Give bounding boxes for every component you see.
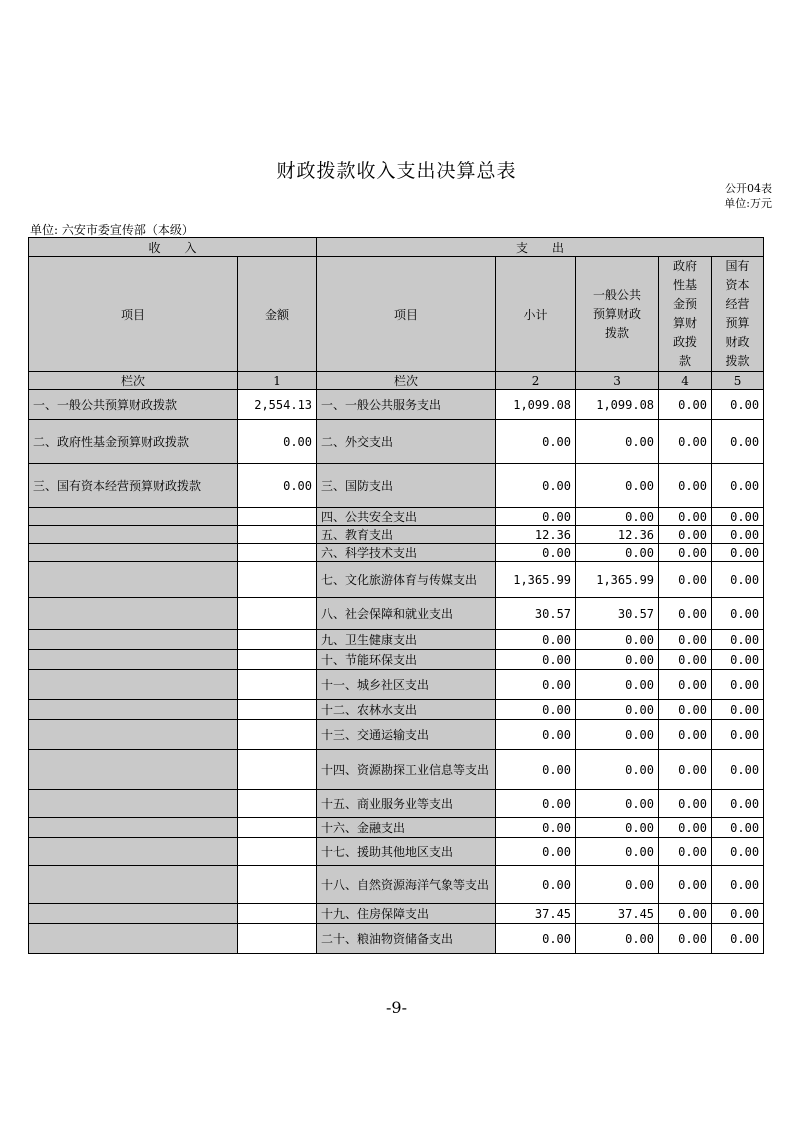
income-amount-cell [238, 526, 317, 544]
expense-item-cell: 十六、金融支出 [317, 818, 496, 838]
table-row [29, 750, 764, 790]
income-amount-cell [238, 924, 317, 954]
income-item-cell [29, 818, 238, 838]
subtotal-cell: 0.00 [496, 630, 576, 650]
fund-cell: 0.00 [659, 790, 712, 818]
fund-cell: 0.00 [659, 464, 712, 508]
col-header-state: 国有资本经营预算财政拨款 [712, 257, 764, 372]
income-amount-cell: 2,554.13 [238, 390, 317, 420]
income-item-cell [29, 508, 238, 526]
fund-cell: 0.00 [659, 818, 712, 838]
general-cell: 1,365.99 [576, 562, 659, 598]
state-cell: 0.00 [712, 420, 764, 464]
page-title: 财政拨款收入支出决算总表 [276, 160, 517, 182]
income-amount-cell [238, 544, 317, 562]
subtotal-cell: 0.00 [496, 670, 576, 700]
seq-3: 3 [576, 372, 659, 390]
column-header-row [29, 257, 764, 372]
income-amount-cell [238, 630, 317, 650]
subtotal-cell: 0.00 [496, 508, 576, 526]
expense-item-cell: 十七、援助其他地区支出 [317, 838, 496, 866]
general-cell: 30.57 [576, 598, 659, 630]
expense-item-cell: 十九、住房保障支出 [317, 904, 496, 924]
general-cell: 37.45 [576, 904, 659, 924]
state-cell: 0.00 [712, 700, 764, 720]
state-cell: 0.00 [712, 464, 764, 508]
page-number: -9- [386, 998, 407, 1017]
income-amount-cell [238, 866, 317, 904]
expense-item-cell: 四、公共安全支出 [317, 508, 496, 526]
general-cell: 0.00 [576, 544, 659, 562]
table-row [29, 464, 764, 508]
general-cell: 0.00 [576, 630, 659, 650]
income-amount-cell [238, 670, 317, 700]
state-cell: 0.00 [712, 790, 764, 818]
table-row [29, 866, 764, 904]
income-item-cell [29, 904, 238, 924]
general-cell: 12.36 [576, 526, 659, 544]
expense-item-cell: 二、外交支出 [317, 420, 496, 464]
income-amount-cell [238, 700, 317, 720]
seq-1: 1 [238, 372, 317, 390]
table-row [29, 904, 764, 924]
income-amount-cell [238, 750, 317, 790]
general-cell: 0.00 [576, 508, 659, 526]
col-header-amount: 金额 [238, 257, 317, 372]
expense-item-cell: 七、文化旅游体育与传媒支出 [317, 562, 496, 598]
general-cell: 1,099.08 [576, 390, 659, 420]
table-row [29, 598, 764, 630]
expense-item-cell: 六、科学技术支出 [317, 544, 496, 562]
income-item-cell [29, 526, 238, 544]
expense-item-cell: 十、节能环保支出 [317, 650, 496, 670]
general-cell: 0.00 [576, 464, 659, 508]
expense-item-cell: 二十、粮油物资储备支出 [317, 924, 496, 954]
income-item-cell [29, 924, 238, 954]
fund-cell: 0.00 [659, 526, 712, 544]
table-row [29, 838, 764, 866]
section-header-row [29, 238, 764, 257]
seq-label-expense: 栏次 [317, 372, 496, 390]
state-cell: 0.00 [712, 838, 764, 866]
subtotal-cell: 0.00 [496, 924, 576, 954]
general-cell: 0.00 [576, 670, 659, 700]
income-amount-cell [238, 720, 317, 750]
expense-item-cell: 十三、交通运输支出 [317, 720, 496, 750]
subtotal-cell: 0.00 [496, 420, 576, 464]
subtotal-cell: 0.00 [496, 544, 576, 562]
income-item-cell [29, 630, 238, 650]
table-row [29, 924, 764, 954]
table-row [29, 544, 764, 562]
subtotal-cell: 0.00 [496, 790, 576, 818]
table-row [29, 526, 764, 544]
general-cell: 0.00 [576, 650, 659, 670]
income-amount-cell [238, 904, 317, 924]
col-header-income-item: 项目 [29, 257, 238, 372]
fund-cell: 0.00 [659, 904, 712, 924]
income-item-cell [29, 866, 238, 904]
fund-cell: 0.00 [659, 562, 712, 598]
income-item-cell [29, 650, 238, 670]
table-row [29, 818, 764, 838]
unit-label: 单位: 六安市委宣传部（本级） [30, 223, 194, 237]
table-row [29, 720, 764, 750]
state-cell: 0.00 [712, 390, 764, 420]
state-cell: 0.00 [712, 924, 764, 954]
state-cell: 0.00 [712, 720, 764, 750]
general-cell: 0.00 [576, 838, 659, 866]
fund-cell: 0.00 [659, 866, 712, 904]
subtotal-cell: 0.00 [496, 750, 576, 790]
expense-item-cell: 一、一般公共服务支出 [317, 390, 496, 420]
income-item-cell [29, 838, 238, 866]
col-header-general: 一般公共预算财政拨款 [576, 257, 659, 372]
table-row [29, 630, 764, 650]
income-item-cell [29, 750, 238, 790]
table-row [29, 562, 764, 598]
expense-item-cell: 十二、农林水支出 [317, 700, 496, 720]
seq-5: 5 [712, 372, 764, 390]
general-cell: 0.00 [576, 818, 659, 838]
table-row [29, 420, 764, 464]
table-row [29, 650, 764, 670]
income-amount-cell [238, 598, 317, 630]
fund-cell: 0.00 [659, 838, 712, 866]
fund-cell: 0.00 [659, 544, 712, 562]
subtotal-cell: 1,365.99 [496, 562, 576, 598]
expense-item-cell: 十四、资源勘探工业信息等支出 [317, 750, 496, 790]
subtotal-cell: 0.00 [496, 720, 576, 750]
income-amount-cell: 0.00 [238, 420, 317, 464]
income-amount-cell [238, 790, 317, 818]
table-row [29, 700, 764, 720]
income-item-cell [29, 790, 238, 818]
unit-right: 单位:万元 [724, 197, 772, 210]
income-item-cell: 三、国有资本经营预算财政拨款 [29, 464, 238, 508]
state-cell: 0.00 [712, 598, 764, 630]
subtotal-cell: 0.00 [496, 818, 576, 838]
income-item-cell [29, 598, 238, 630]
subtotal-cell: 37.45 [496, 904, 576, 924]
general-cell: 0.00 [576, 420, 659, 464]
fund-cell: 0.00 [659, 390, 712, 420]
fund-cell: 0.00 [659, 720, 712, 750]
general-cell: 0.00 [576, 924, 659, 954]
subtotal-cell: 0.00 [496, 650, 576, 670]
form-code [712, 181, 772, 211]
expense-item-cell: 三、国防支出 [317, 464, 496, 508]
subtotal-cell: 0.00 [496, 700, 576, 720]
col-header-fund: 政府性基金预算财政拨款 [659, 257, 712, 372]
expense-item-cell: 八、社会保障和就业支出 [317, 598, 496, 630]
state-cell: 0.00 [712, 630, 764, 650]
expense-item-cell: 十一、城乡社区支出 [317, 670, 496, 700]
col-header-expense-item: 项目 [317, 257, 496, 372]
state-cell: 0.00 [712, 508, 764, 526]
state-cell: 0.00 [712, 750, 764, 790]
form-code-text: 公开04表 [725, 182, 772, 195]
general-cell: 0.00 [576, 720, 659, 750]
income-item-cell: 一、一般公共预算财政拨款 [29, 390, 238, 420]
fund-cell: 0.00 [659, 598, 712, 630]
income-amount-cell [238, 508, 317, 526]
income-item-cell [29, 544, 238, 562]
income-amount-cell [238, 562, 317, 598]
income-item-cell: 二、政府性基金预算财政拨款 [29, 420, 238, 464]
fund-cell: 0.00 [659, 630, 712, 650]
col-header-subtotal: 小计 [496, 257, 576, 372]
state-cell: 0.00 [712, 866, 764, 904]
income-amount-cell [238, 818, 317, 838]
table-row [29, 670, 764, 700]
expense-item-cell: 十八、自然资源海洋气象等支出 [317, 866, 496, 904]
fund-cell: 0.00 [659, 650, 712, 670]
subtotal-cell: 0.00 [496, 866, 576, 904]
general-cell: 0.00 [576, 790, 659, 818]
expense-item-cell: 十五、商业服务业等支出 [317, 790, 496, 818]
income-section-header: 收 入 [29, 238, 317, 257]
seq-4: 4 [659, 372, 712, 390]
income-amount-cell: 0.00 [238, 464, 317, 508]
fund-cell: 0.00 [659, 670, 712, 700]
fund-cell: 0.00 [659, 700, 712, 720]
fund-cell: 0.00 [659, 750, 712, 790]
subtotal-cell: 0.00 [496, 838, 576, 866]
subtotal-cell: 0.00 [496, 464, 576, 508]
state-cell: 0.00 [712, 544, 764, 562]
income-item-cell [29, 700, 238, 720]
subtotal-cell: 1,099.08 [496, 390, 576, 420]
seq-row [29, 372, 764, 390]
expense-item-cell: 九、卫生健康支出 [317, 630, 496, 650]
state-cell: 0.00 [712, 670, 764, 700]
income-amount-cell [238, 838, 317, 866]
expense-item-cell: 五、教育支出 [317, 526, 496, 544]
general-cell: 0.00 [576, 750, 659, 790]
subtotal-cell: 30.57 [496, 598, 576, 630]
income-amount-cell [238, 650, 317, 670]
fund-cell: 0.00 [659, 924, 712, 954]
fund-cell: 0.00 [659, 508, 712, 526]
state-cell: 0.00 [712, 526, 764, 544]
state-cell: 0.00 [712, 904, 764, 924]
seq-2: 2 [496, 372, 576, 390]
state-cell: 0.00 [712, 562, 764, 598]
fund-cell: 0.00 [659, 420, 712, 464]
appropriation-table [28, 237, 764, 954]
table-row [29, 790, 764, 818]
table-row [29, 508, 764, 526]
income-item-cell [29, 670, 238, 700]
table-row [29, 390, 764, 420]
income-item-cell [29, 562, 238, 598]
general-cell: 0.00 [576, 866, 659, 904]
expense-section-header: 支 出 [317, 238, 764, 257]
subtotal-cell: 12.36 [496, 526, 576, 544]
general-cell: 0.00 [576, 700, 659, 720]
income-item-cell [29, 720, 238, 750]
seq-label-income: 栏次 [29, 372, 238, 390]
state-cell: 0.00 [712, 650, 764, 670]
state-cell: 0.00 [712, 818, 764, 838]
